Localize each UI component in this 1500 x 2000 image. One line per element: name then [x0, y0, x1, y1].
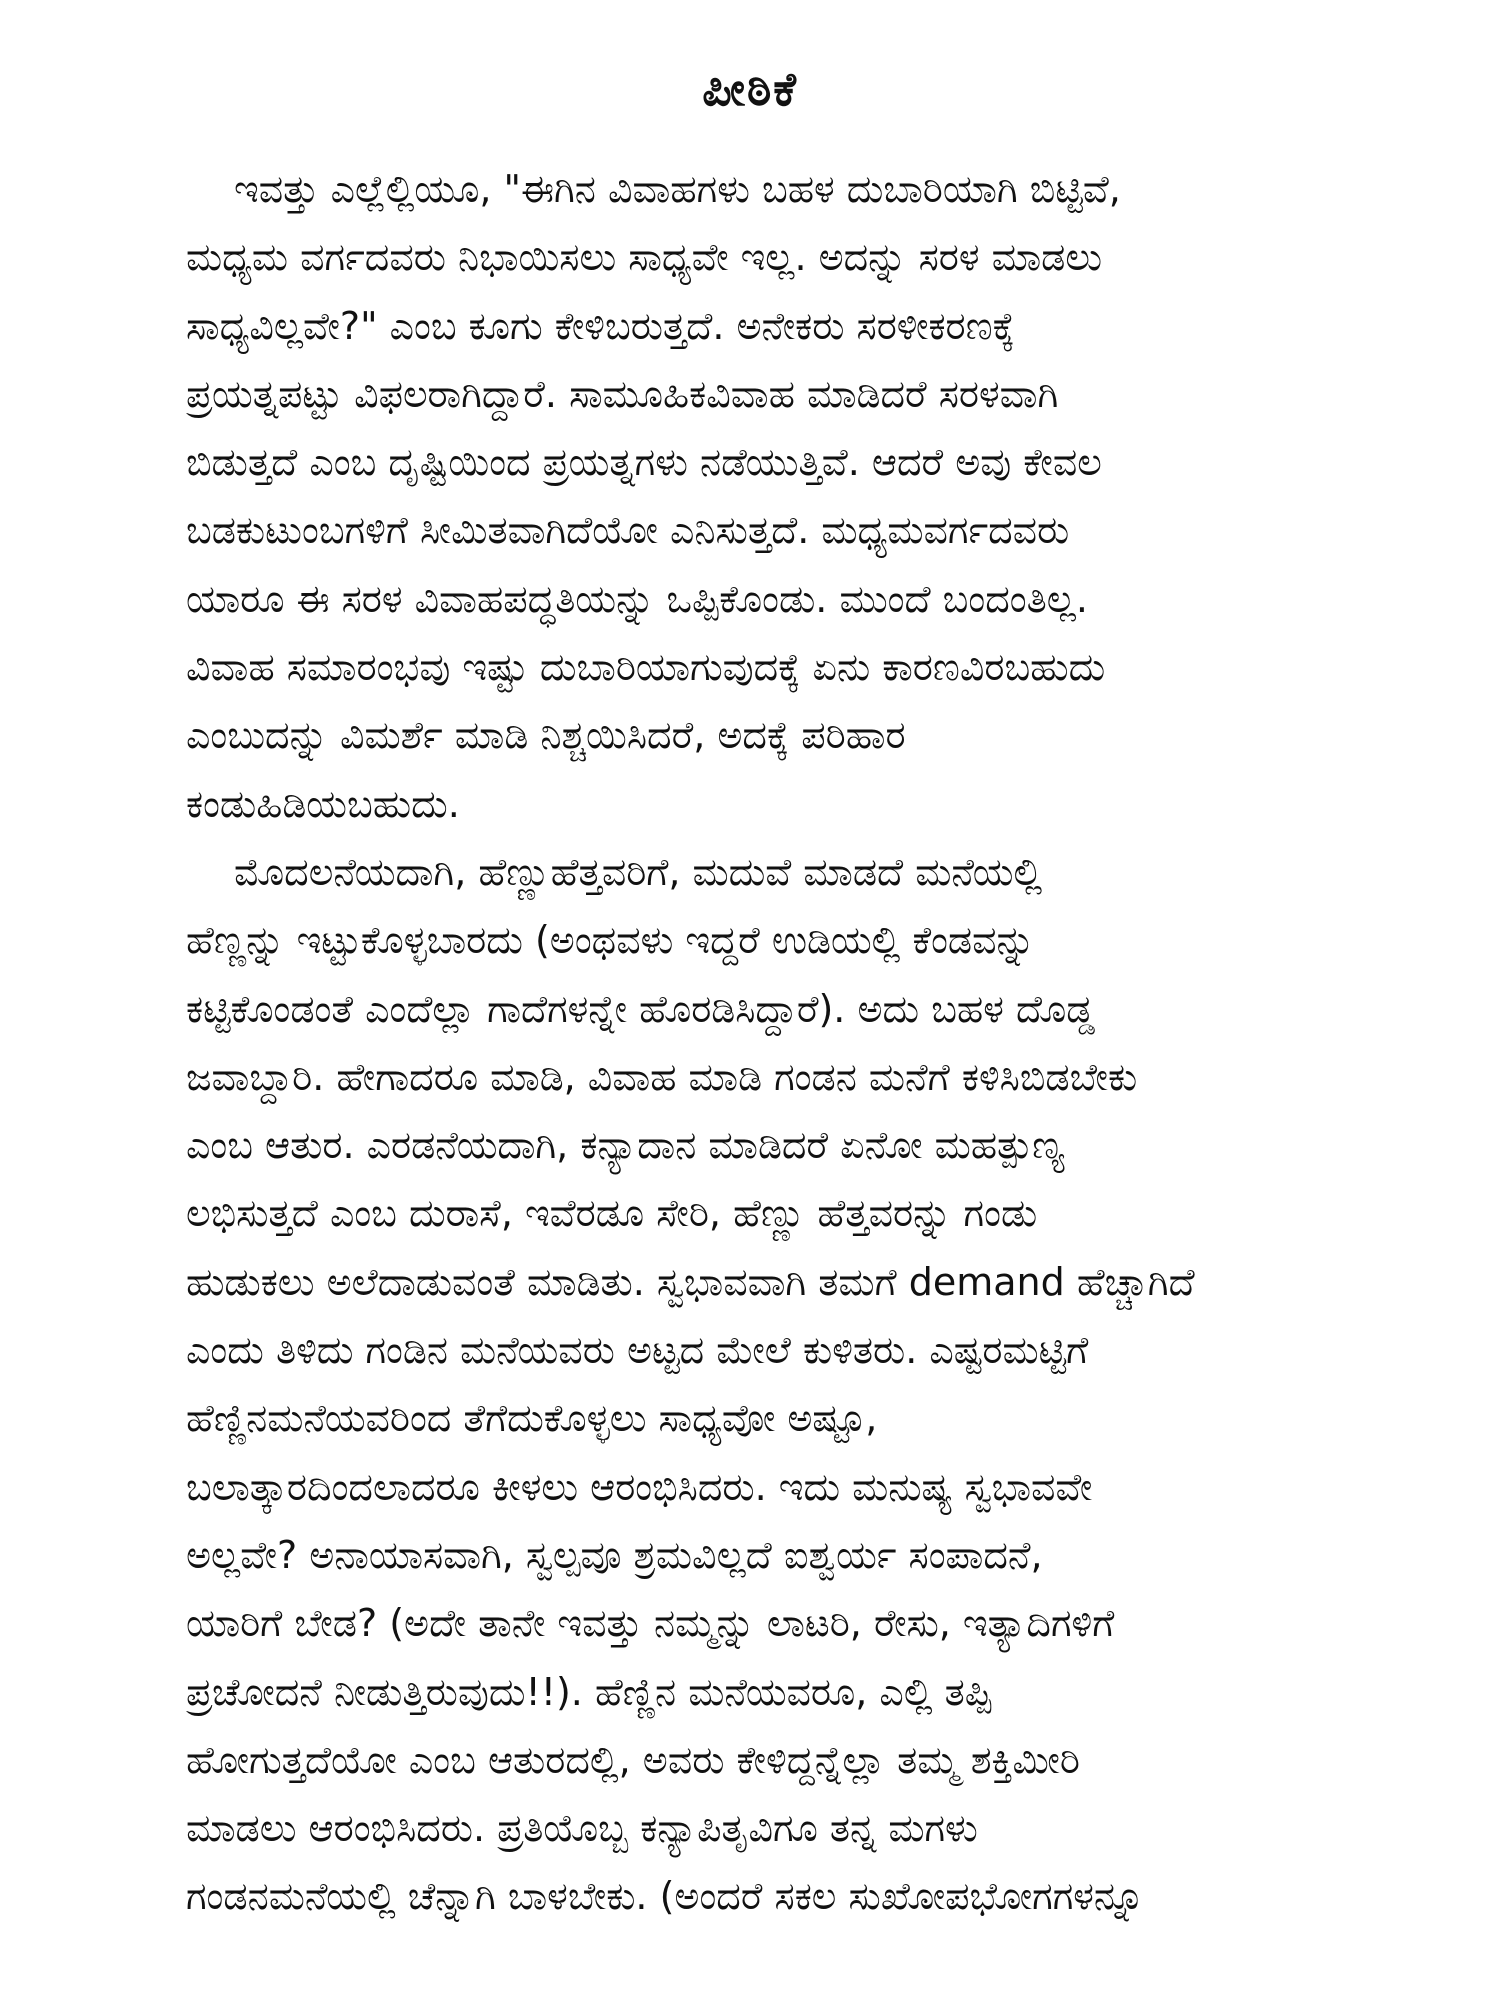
text-line: ಬಲಾತ್ಕಾರದಿಂದಲಾದರೂ ಕೀಳಲು ಆರಂಭಿಸಿದರು. ಇದು ಮನುಷ್ಯ ಸ್ವಭಾವವೇ — [186, 1464, 1093, 1509]
text-line: ಕಟ್ಟಿಕೊಂಡಂತೆ ಎಂದೆಲ್ಲಾ ಗಾದೆಗಳನ್ನೇ ಹೊರಡಿಸಿದ್ದಾರೆ). ಅದು ಬಹಳ ದೊಡ್ಡ — [186, 986, 1095, 1031]
text-line: ಯಾರೂ ಈ ಸರಳ ವಿವಾಹಪದ್ಧತಿಯನ್ನು ಒಪ್ಪಿಕೊಂಡು. ಮುಂದೆ ಬಂದಂತಿಲ್ಲ. — [186, 576, 1088, 621]
text-line: ಹೆಣ್ಣಿನಮನೆಯವರಿಂದ ತೆಗೆದುಕೊಳ್ಳಲು ಸಾಧ್ಯವೋ ಅಷ್ಟೂ, — [186, 1396, 878, 1441]
text-line: ಎಂಬುದನ್ನು ವಿಮರ್ಶೆ ಮಾಡಿ ನಿಶ್ಚಯಿಸಿದರೆ, ಅದಕ್ಕೆ ಪರಿಹಾರ — [186, 713, 906, 758]
body-text — [186, 155, 1336, 1931]
text-line: ಹುಡುಕಲು ಅಲೆದಾಡುವಂತೆ ಮಾಡಿತು. ಸ್ವಭಾವವಾಗಿ ತಮಗೆ demand ಹೆಚ್ಚಾಗಿದೆ — [186, 1259, 1195, 1304]
text-line: ಬಿಡುತ್ತದೆ ಎಂಬ ದೃಷ್ಟಿಯಿಂದ ಪ್ರಯತ್ನಗಳು ನಡೆಯುತ್ತಿವೆ. ಆದರೆ ಅವು ಕೇವಲ — [186, 440, 1102, 485]
text-line: ಎಂಬ ಆತುರ. ಎರಡನೆಯದಾಗಿ, ಕನ್ಯಾದಾನ ಮಾಡಿದರೆ ಏನೋ ಮಹತ್ಪುಣ್ಯ — [186, 1123, 1065, 1168]
text-line: ಪ್ರಯತ್ನಪಟ್ಟು ವಿಫಲರಾಗಿದ್ದಾರೆ. ಸಾಮೂಹಿಕವಿವಾಹ ಮಾಡಿದರೆ ಸರಳವಾಗಿ — [186, 371, 1059, 416]
text-line: ಯಾರಿಗೆ ಬೇಡ? (ಅದೇ ತಾನೇ ಇವತ್ತು ನಮ್ಮನ್ನು ಲಾಟರಿ, ರೇಸು, ಇತ್ಯಾದಿಗಳಿಗೆ — [186, 1601, 1115, 1646]
page-title: ಪೀಠಿಕೆ — [702, 62, 798, 116]
text-line: ಅಲ್ಲವೇ? ಅನಾಯಾಸವಾಗಿ, ಸ್ವಲ್ಪವೂ ಶ್ರಮವಿಲ್ಲದೆ ಐಶ್ವರ್ಯ ಸಂಪಾದನೆ, — [186, 1532, 1043, 1577]
text-line: ಮಧ್ಯಮ ವರ್ಗದವರು ನಿಭಾಯಿಸಲು ಸಾಧ್ಯವೇ ಇಲ್ಲ. ಅದನ್ನು ಸರಳ ಮಾಡಲು — [186, 235, 1103, 280]
text-line: ಗಂಡನಮನೆಯಲ್ಲಿ ಚೆನ್ನಾಗಿ ಬಾಳಬೇಕು. (ಅಂದರೆ ಸಕಲ ಸುಖೋಪಭೋಗಗಳನ್ನೂ — [186, 1874, 1145, 1919]
text-line: ಮೊದಲನೆಯದಾಗಿ, ಹೆಣ್ಣುಹೆತ್ತವರಿಗೆ, ಮದುವೆ ಮಾಡದೆ ಮನೆಯಲ್ಲಿ — [234, 849, 1043, 894]
text-line: ಇವತ್ತು ಎಲ್ಲೆಲ್ಲಿಯೂ, "ಈಗಿನ ವಿವಾಹಗಳು ಬಹಳ ದುಬಾರಿಯಾಗಿ ಬಿಟ್ಟಿವೆ, — [234, 167, 1121, 211]
text-line: ವಿವಾಹ ಸಮಾರಂಭವು ಇಷ್ಟು ದುಬಾರಿಯಾಗುವುದಕ್ಕೆ ಏನು ಕಾರಣವಿರಬಹುದು — [186, 645, 1106, 690]
text-line: ಲಭಿಸುತ್ತದೆ ಎಂಬ ದುರಾಸೆ, ಇವೆರಡೂ ಸೇರಿ, ಹೆಣ್ಣು ಹೆತ್ತವರನ್ನು ಗಂಡು — [186, 1191, 1038, 1236]
text-line: ಎಂದು ತಿಳಿದು ಗಂಡಿನ ಮನೆಯವರು ಅಟ್ಟದ ಮೇಲೆ ಕುಳಿತರು. ಎಷ್ಟರಮಟ್ಟಿಗೆ — [186, 1328, 1089, 1373]
text-line: ಬಡಕುಟುಂಬಗಳಿಗೆ ಸೀಮಿತವಾಗಿದೆಯೋ ಎನಿಸುತ್ತದೆ. ಮಧ್ಯಮವರ್ಗದವರು — [186, 508, 1070, 553]
text-line: ಮಾಡಲು ಆರಂಭಿಸಿದರು. ಪ್ರತಿಯೊಬ್ಬ ಕನ್ಯಾಪಿತೃವಿಗೂ ತನ್ನ ಮಗಳು — [186, 1806, 978, 1851]
text-line: ಕಂಡುಹಿಡಿಯಬಹುದು. — [186, 781, 460, 826]
text-line: ಹೋಗುತ್ತದೆಯೋ ಎಂಬ ಆತುರದಲ್ಲಿ, ಅವರು ಕೇಳಿದ್ದನ್ನೆಲ್ಲಾ ತಮ್ಮ ಶಕ್ತಿಮೀರಿ — [186, 1737, 1080, 1782]
text-line: ಸಾಧ್ಯವಿಲ್ಲವೇ?" ಎಂಬ ಕೂಗು ಕೇಳಿಬರುತ್ತದೆ. ಅನೇಕರು ಸರಳೀಕರಣಕ್ಕೆ — [186, 303, 1015, 348]
text-line: ಜವಾಬ್ದಾರಿ. ಹೇಗಾದರೂ ಮಾಡಿ, ವಿವಾಹ ಮಾಡಿ ಗಂಡನ ಮನೆಗೆ ಕಳಿಸಿಬಿಡಬೇಕು — [186, 1054, 1138, 1099]
text-line: ಹೆಣ್ಣನ್ನು ಇಟ್ಟುಕೊಳ್ಳಬಾರದು (ಅಂಥವಳು ಇದ್ದರೆ ಉಡಿಯಲ್ಲಿ ಕೆಂಡವನ್ನು — [186, 918, 1035, 963]
text-line: ಪ್ರಚೋದನೆ ನೀಡುತ್ತಿರುವುದು!!). ಹೆಣ್ಣಿನ ಮನೆಯವರೂ, ಎಲ್ಲಿ ತಪ್ಪಿ — [186, 1669, 993, 1714]
